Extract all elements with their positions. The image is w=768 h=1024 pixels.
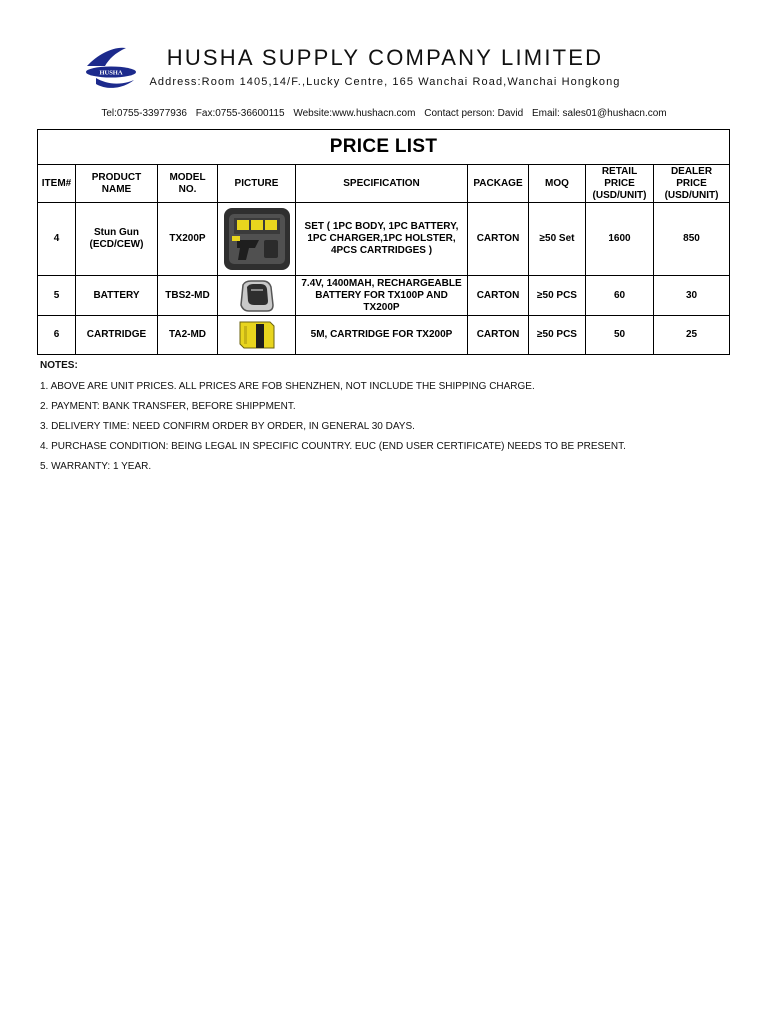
col-header-moq: MOQ (529, 165, 586, 203)
col-header-picture: PICTURE (218, 165, 296, 203)
notes-heading: NOTES: (40, 360, 78, 371)
package: CARTON (468, 203, 529, 276)
website[interactable]: Website:www.hushacn.com (293, 108, 416, 119)
col-header-dealer-price: DEALER PRICE (USD/UNIT) (654, 165, 730, 203)
note-item: 3. DELIVERY TIME: NEED CONFIRM ORDER BY ORDER, IN GENERAL 30 DAYS. (40, 421, 415, 432)
retail-price: 60 (586, 276, 654, 316)
col-header-specification: SPECIFICATION (296, 165, 468, 203)
price-list-table (37, 129, 730, 355)
model-number: TA2-MD (158, 316, 218, 355)
stun-gun-kit-image (222, 206, 292, 272)
item-number: 5 (38, 276, 76, 316)
specification: 7.4V, 1400MAH, RECHARGEABLE BATTERY FOR TX100P AND TX200P (296, 276, 468, 316)
company-address: Address:Room 1405,14/F.,Lucky Centre, 165 Wanchai Road,Wanchai Hongkong (149, 76, 621, 88)
package: CARTON (468, 276, 529, 316)
table-row (38, 276, 730, 316)
moq: ≥50 PCS (529, 276, 586, 316)
package: CARTON (468, 316, 529, 355)
col-header-item: ITEM# (38, 165, 76, 203)
col-header-retail-price: RETAIL PRICE (USD/UNIT) (586, 165, 654, 203)
cartridge-image (236, 318, 278, 352)
contact-person: Contact person: David (424, 108, 524, 119)
table-row (38, 203, 730, 276)
note-item: 2. PAYMENT: BANK TRANSFER, BEFORE SHIPPMENT. (40, 401, 296, 412)
dealer-price: 25 (654, 316, 730, 355)
notes-section (40, 360, 626, 481)
product-name: BATTERY (76, 276, 158, 316)
col-header-package: PACKAGE (468, 165, 529, 203)
price-list-title: PRICE LIST (38, 130, 730, 165)
moq: ≥50 PCS (529, 316, 586, 355)
email[interactable]: Email: sales01@hushacn.com (531, 108, 667, 119)
fax: Fax:0755-36600115 (195, 108, 285, 119)
dealer-price: 30 (654, 276, 730, 316)
header-row (38, 165, 730, 203)
model-number: TX200P (158, 203, 218, 276)
moq: ≥50 Set (529, 203, 586, 276)
product-picture (218, 276, 296, 316)
note-item: 1. ABOVE ARE UNIT PRICES. ALL PRICES ARE FOB SHENZHEN, NOT INCLUDE THE SHIPPING CHARGE. (40, 381, 535, 392)
company-name: HUSHA SUPPLY COMPANY LIMITED (166, 45, 604, 70)
logo-text: HUSHA (99, 69, 123, 77)
product-picture (218, 203, 296, 276)
retail-price: 1600 (586, 203, 654, 276)
col-header-product-name: PRODUCT NAME (76, 165, 158, 203)
specification: SET ( 1PC BODY, 1PC BATTERY, 1PC CHARGER,1PC HOLSTER, 4PCS CARTRIDGES ) (296, 203, 468, 276)
battery-image (237, 279, 277, 313)
note-item: 4. PURCHASE CONDITION: BEING LEGAL IN SPECIFIC COUNTRY. EUC (END USER CERTIFICATE) NEEDS TO BE PRESENT. (40, 441, 626, 452)
product-picture (218, 316, 296, 355)
table-row (38, 316, 730, 355)
dealer-price: 850 (654, 203, 730, 276)
product-name: Stun Gun (ECD/CEW) (76, 203, 158, 276)
tel: Tel:0755-33977936 (101, 108, 187, 119)
item-number: 6 (38, 316, 76, 355)
husha-logo (84, 44, 138, 92)
contact-line (40, 108, 728, 119)
item-number: 4 (38, 203, 76, 276)
retail-price: 50 (586, 316, 654, 355)
col-header-model: MODEL NO. (158, 165, 218, 203)
product-name: CARTRIDGE (76, 316, 158, 355)
model-number: TBS2-MD (158, 276, 218, 316)
specification: 5M, CARTRIDGE FOR TX200P (296, 316, 468, 355)
note-item: 5. WARRANTY: 1 YEAR. (40, 461, 152, 472)
